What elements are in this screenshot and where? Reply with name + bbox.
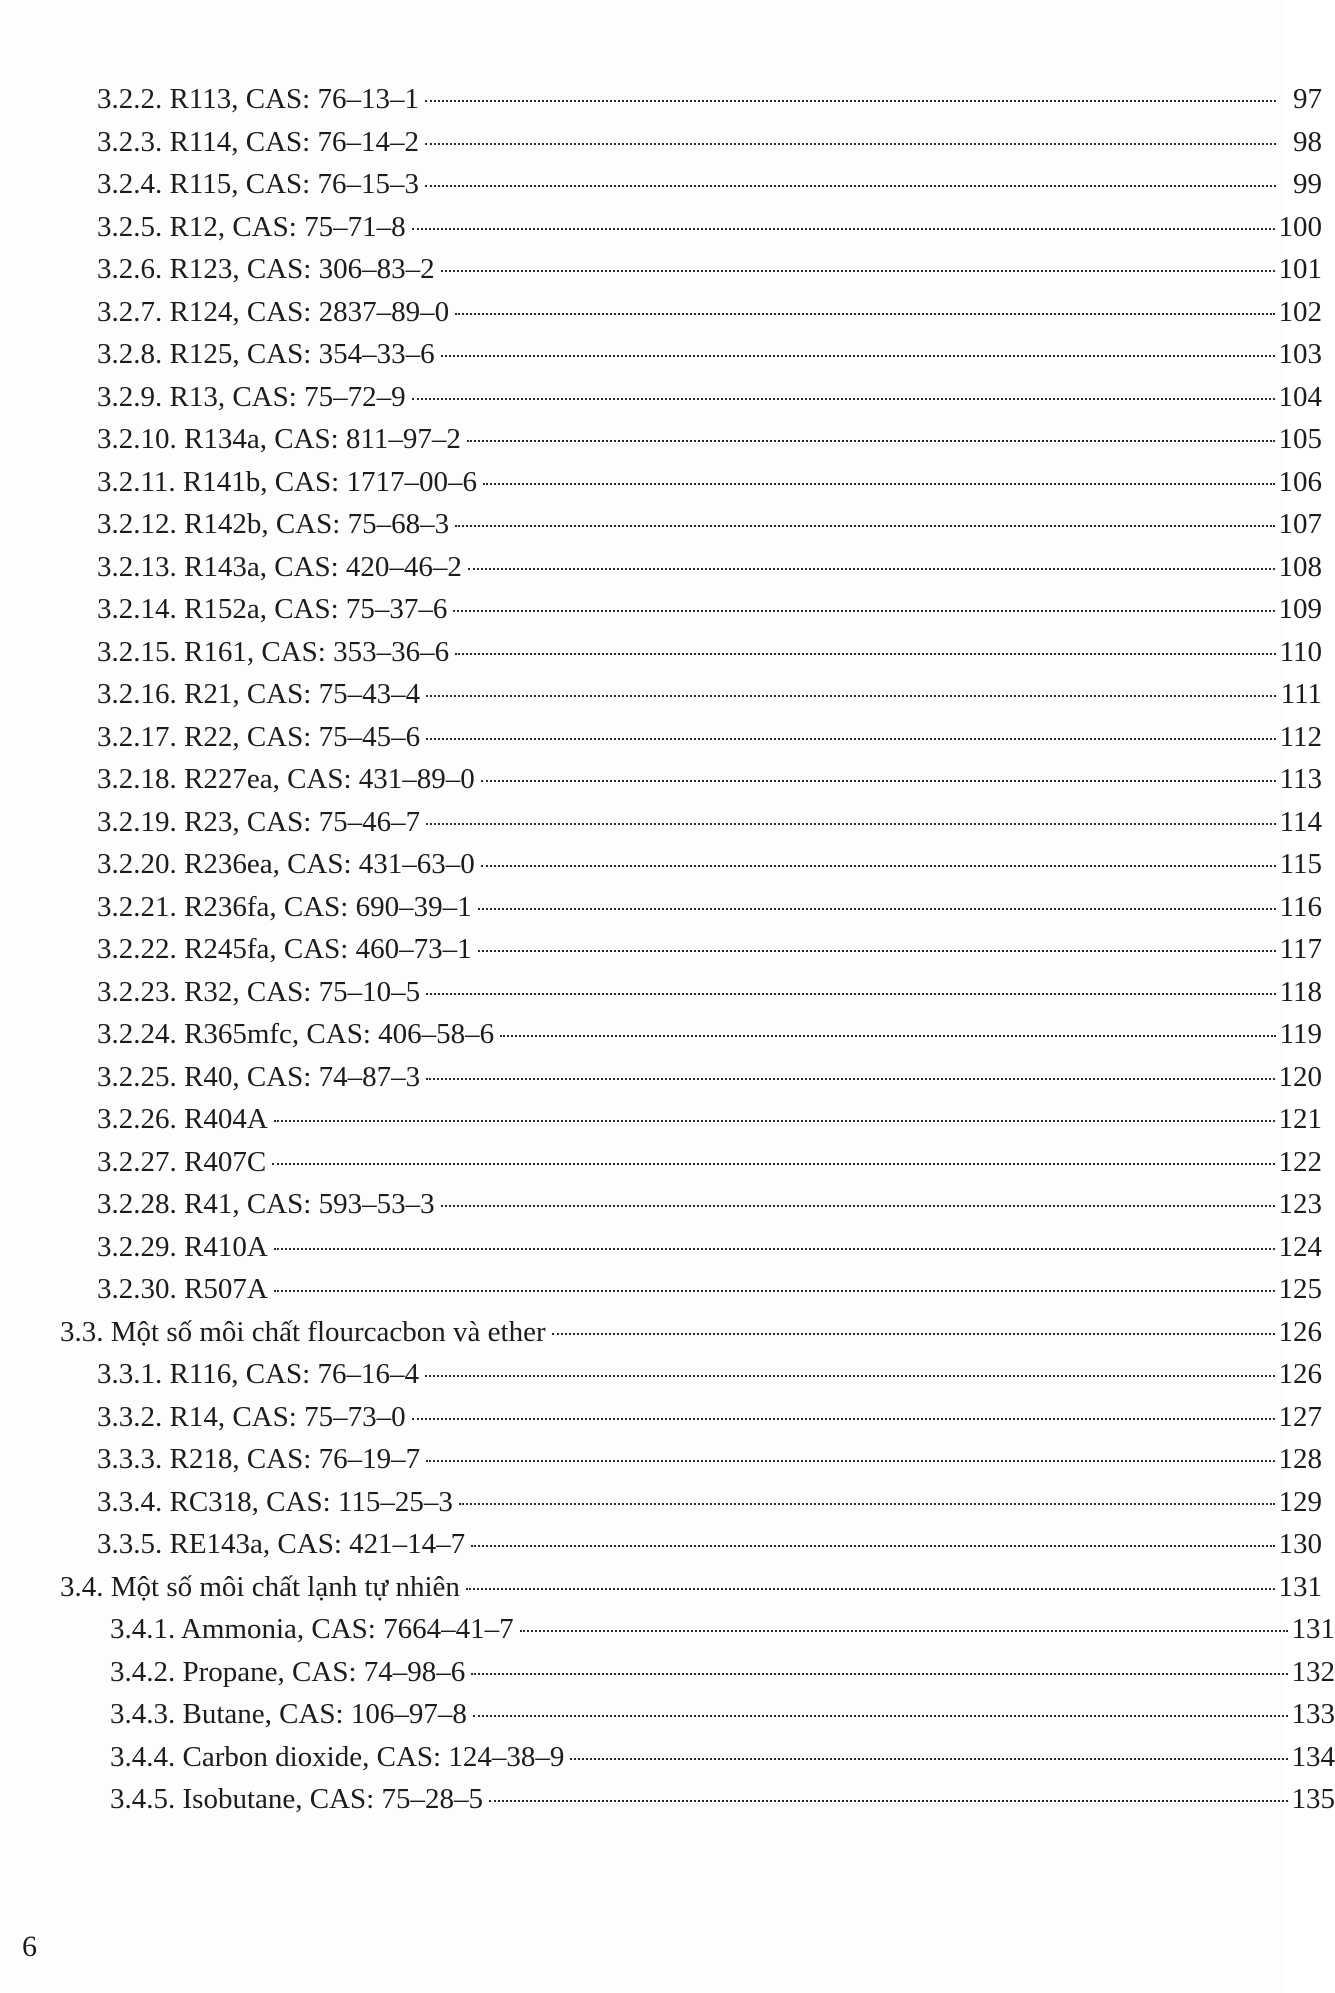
toc-page-ref: 135: [1291, 1783, 1335, 1815]
toc-page-ref: 112: [1279, 720, 1322, 753]
toc-entry: [0, 1396, 1322, 1439]
toc-entry: [0, 1693, 1335, 1736]
toc-section-entry: [0, 1566, 1322, 1609]
toc-entry: [0, 78, 1322, 121]
toc-entry-label: 3.3.5. RE143a, CAS: 421–14–7: [97, 1528, 466, 1560]
dot-leader: [453, 610, 1274, 612]
toc-entry-label: 3.2.23. R32, CAS: 75–10–5: [97, 975, 421, 1008]
toc-entry: [0, 971, 1322, 1014]
toc-entry-label: 3.3.4. RC318, CAS: 115–25–3: [97, 1485, 453, 1518]
toc-entry-label: 3.3.2. R14, CAS: 75–73–0: [97, 1400, 406, 1433]
toc-page-ref: 133: [1291, 1698, 1335, 1730]
toc-entry-label: 3.2.28. R41, CAS: 593–53–3: [97, 1188, 435, 1220]
toc-entry-label: 3.4. Một số môi chất lạnh tự nhiên: [60, 1570, 460, 1603]
dot-leader: [425, 100, 1276, 102]
toc-page-ref: 114: [1279, 805, 1322, 838]
dot-leader: [274, 1290, 1275, 1292]
dot-leader: [552, 1333, 1275, 1335]
toc-entry: [0, 1736, 1335, 1779]
toc-entry: [0, 1481, 1322, 1524]
toc-entry-label: 3.2.19. R23, CAS: 75–46–7: [97, 805, 421, 838]
toc-page-ref: 97: [1293, 83, 1322, 115]
toc-entry: [0, 291, 1322, 334]
toc-page-ref: 115: [1279, 848, 1322, 880]
toc-entry: [0, 163, 1322, 206]
toc-entry-label: 3.2.5. R12, CAS: 75–71–8: [97, 210, 406, 243]
dot-leader: [478, 950, 1276, 952]
toc-page-ref: 113: [1279, 763, 1322, 795]
toc-page-ref: 122: [1278, 1145, 1322, 1178]
dot-leader: [467, 440, 1275, 442]
dot-leader: [425, 143, 1276, 145]
dot-leader: [426, 993, 1275, 995]
toc-entry: [0, 1056, 1322, 1099]
dot-leader: [412, 228, 1275, 230]
toc-entry: [0, 1141, 1322, 1184]
dot-leader: [483, 483, 1275, 485]
toc-page-ref: 131: [1291, 1613, 1335, 1645]
dot-leader: [455, 313, 1274, 315]
toc-entry-label: 3.2.17. R22, CAS: 75–45–6: [97, 720, 421, 753]
toc-page-ref: 99: [1293, 168, 1322, 200]
toc-page-ref: 102: [1278, 295, 1322, 328]
toc-entry: [0, 1778, 1335, 1821]
toc-entry: [0, 1438, 1322, 1481]
dot-leader: [274, 1120, 1275, 1122]
toc-page-ref: 106: [1278, 465, 1322, 498]
toc-entry: [0, 1098, 1322, 1141]
toc-entry: [0, 588, 1322, 631]
dot-leader: [473, 1715, 1288, 1717]
dot-leader: [426, 695, 1276, 697]
toc-entry: [0, 758, 1322, 801]
dot-leader: [455, 653, 1275, 655]
toc-page-ref: 117: [1279, 933, 1322, 965]
toc-entry-label: 3.2.4. R115, CAS: 76–15–3: [97, 168, 419, 200]
toc-entry: [0, 248, 1322, 291]
dot-leader: [426, 1078, 1274, 1080]
toc-entry-label: 3.2.3. R114, CAS: 76–14–2: [97, 125, 419, 158]
toc-entry-label: 3.2.10. R134a, CAS: 811–97–2: [97, 423, 461, 455]
toc-entry: [0, 716, 1322, 759]
dot-leader: [478, 908, 1276, 910]
toc-entry: [0, 928, 1322, 971]
toc-entry-label: 3.3.1. R116, CAS: 76–16–4: [97, 1358, 419, 1390]
dot-leader: [466, 1588, 1275, 1590]
toc-entry-label: 3.2.18. R227ea, CAS: 431–89–0: [97, 763, 475, 795]
toc-entry-label: 3.2.8. R125, CAS: 354–33–6: [97, 338, 435, 370]
toc-page-ref: 105: [1278, 423, 1322, 455]
toc-page-ref: 103: [1278, 338, 1322, 370]
toc-page-ref: 123: [1278, 1188, 1322, 1220]
toc-page-ref: 127: [1278, 1400, 1322, 1433]
toc-entry-label: 3.3. Một số môi chất flourcacbon và ether: [60, 1315, 546, 1348]
toc-entry-label: 3.2.16. R21, CAS: 75–43–4: [97, 678, 421, 710]
toc-page-ref: 126: [1278, 1358, 1322, 1390]
toc-page-ref: 116: [1279, 890, 1322, 923]
toc-page-ref: 124: [1278, 1230, 1322, 1263]
toc-entry: [0, 121, 1322, 164]
toc-entry: [0, 376, 1322, 419]
table-of-contents: [0, 78, 1335, 1821]
toc-entry-label: 3.3.3. R218, CAS: 76–19–7: [97, 1443, 421, 1475]
toc-page-ref: 129: [1278, 1485, 1322, 1518]
toc-entry-label: 3.2.7. R124, CAS: 2837–89–0: [97, 295, 450, 328]
toc-entry-label: 3.2.26. R404A: [97, 1103, 268, 1135]
toc-entry: [0, 801, 1322, 844]
toc-entry: [0, 1651, 1335, 1694]
toc-entry: [0, 1523, 1322, 1566]
dot-leader: [481, 780, 1276, 782]
toc-entry-label: 3.2.21. R236fa, CAS: 690–39–1: [97, 890, 472, 923]
dot-leader: [471, 1673, 1287, 1675]
toc-entry-label: 3.4.4. Carbon dioxide, CAS: 124–38–9: [110, 1740, 565, 1773]
toc-entry: [0, 206, 1322, 249]
toc-page-ref: 120: [1278, 1060, 1322, 1093]
dot-leader: [274, 1248, 1275, 1250]
toc-entry: [0, 418, 1322, 461]
toc-entry: [0, 843, 1322, 886]
toc-entry-label: 3.2.24. R365mfc, CAS: 406–58–6: [97, 1018, 495, 1050]
toc-entry-label: 3.2.20. R236ea, CAS: 431–63–0: [97, 848, 475, 880]
dot-leader: [441, 1205, 1275, 1207]
toc-entry: [0, 333, 1322, 376]
dot-leader: [570, 1758, 1287, 1760]
toc-page-ref: 132: [1291, 1655, 1335, 1688]
dot-leader: [272, 1163, 1274, 1165]
toc-entry-label: 3.2.14. R152a, CAS: 75–37–6: [97, 593, 448, 625]
toc-page-ref: 98: [1293, 125, 1322, 158]
toc-entry-label: 3.4.1. Ammonia, CAS: 7664–41–7: [110, 1613, 514, 1645]
toc-page-ref: 104: [1278, 380, 1322, 413]
dot-leader: [441, 270, 1275, 272]
toc-entry: [0, 1353, 1322, 1396]
toc-entry-label: 3.2.25. R40, CAS: 74–87–3: [97, 1060, 421, 1093]
toc-page-ref: 108: [1278, 550, 1322, 583]
dot-leader: [425, 1375, 1275, 1377]
dot-leader: [441, 355, 1275, 357]
toc-entry-label: 3.2.29. R410A: [97, 1230, 268, 1263]
toc-page-ref: 100: [1278, 210, 1322, 243]
toc-page-ref: 121: [1278, 1103, 1322, 1135]
dot-leader: [412, 398, 1275, 400]
dot-leader: [455, 525, 1274, 527]
toc-entry: [0, 1608, 1335, 1651]
toc-entry: [0, 503, 1322, 546]
toc-page-ref: 125: [1278, 1273, 1322, 1305]
toc-page-ref: 118: [1279, 975, 1322, 1008]
toc-entry-label: 3.2.6. R123, CAS: 306–83–2: [97, 253, 435, 285]
toc-entry: [0, 461, 1322, 504]
toc-entry: [0, 1183, 1322, 1226]
dot-leader: [481, 865, 1276, 867]
dot-leader: [471, 1545, 1274, 1547]
dot-leader: [459, 1503, 1275, 1505]
toc-page-ref: 111: [1280, 678, 1322, 710]
toc-entry-label: 3.2.13. R143a, CAS: 420–46–2: [97, 550, 462, 583]
toc-page-ref: 134: [1291, 1740, 1335, 1773]
toc-entry-label: 3.4.5. Isobutane, CAS: 75–28–5: [110, 1783, 483, 1815]
toc-page-ref: 126: [1278, 1315, 1322, 1348]
toc-entry: [0, 886, 1322, 929]
dot-leader: [500, 1035, 1275, 1037]
dot-leader: [468, 568, 1275, 570]
toc-page-ref: 128: [1278, 1443, 1322, 1475]
toc-entry: [0, 1226, 1322, 1269]
toc-entry: [0, 1268, 1322, 1311]
toc-entry-label: 3.2.12. R142b, CAS: 75–68–3: [97, 508, 450, 540]
dot-leader: [489, 1800, 1288, 1802]
toc-page-ref: 131: [1278, 1570, 1322, 1603]
dot-leader: [412, 1418, 1275, 1420]
toc-entry-label: 3.2.27. R407C: [97, 1145, 267, 1178]
toc-page-ref: 119: [1279, 1018, 1322, 1050]
toc-entry: [0, 1013, 1322, 1056]
toc-entry-label: 3.2.2. R113, CAS: 76–13–1: [97, 83, 419, 115]
toc-entry: [0, 546, 1322, 589]
toc-entry-label: 3.2.9. R13, CAS: 75–72–9: [97, 380, 406, 413]
dot-leader: [426, 823, 1275, 825]
toc-page-ref: 107: [1278, 508, 1322, 540]
dot-leader: [520, 1630, 1288, 1632]
dot-leader: [425, 185, 1276, 187]
dot-leader: [426, 1460, 1274, 1462]
toc-entry-label: 3.4.3. Butane, CAS: 106–97–8: [110, 1698, 467, 1730]
toc-entry-label: 3.2.15. R161, CAS: 353–36–6: [97, 635, 450, 668]
toc-entry-label: 3.2.30. R507A: [97, 1273, 268, 1305]
toc-page-ref: 110: [1279, 635, 1322, 668]
toc-section-entry: [0, 1311, 1322, 1354]
toc-entry: [0, 673, 1322, 716]
toc-page-ref: 101: [1278, 253, 1322, 285]
toc-entry-label: 3.2.22. R245fa, CAS: 460–73–1: [97, 933, 472, 965]
toc-entry-label: 3.4.2. Propane, CAS: 74–98–6: [110, 1655, 466, 1688]
dot-leader: [426, 738, 1275, 740]
page-number: 6: [22, 1930, 37, 1963]
toc-page-ref: 130: [1278, 1528, 1322, 1560]
toc-page-ref: 109: [1278, 593, 1322, 625]
toc-entry-label: 3.2.11. R141b, CAS: 1717–00–6: [97, 465, 477, 498]
toc-entry: [0, 631, 1322, 674]
